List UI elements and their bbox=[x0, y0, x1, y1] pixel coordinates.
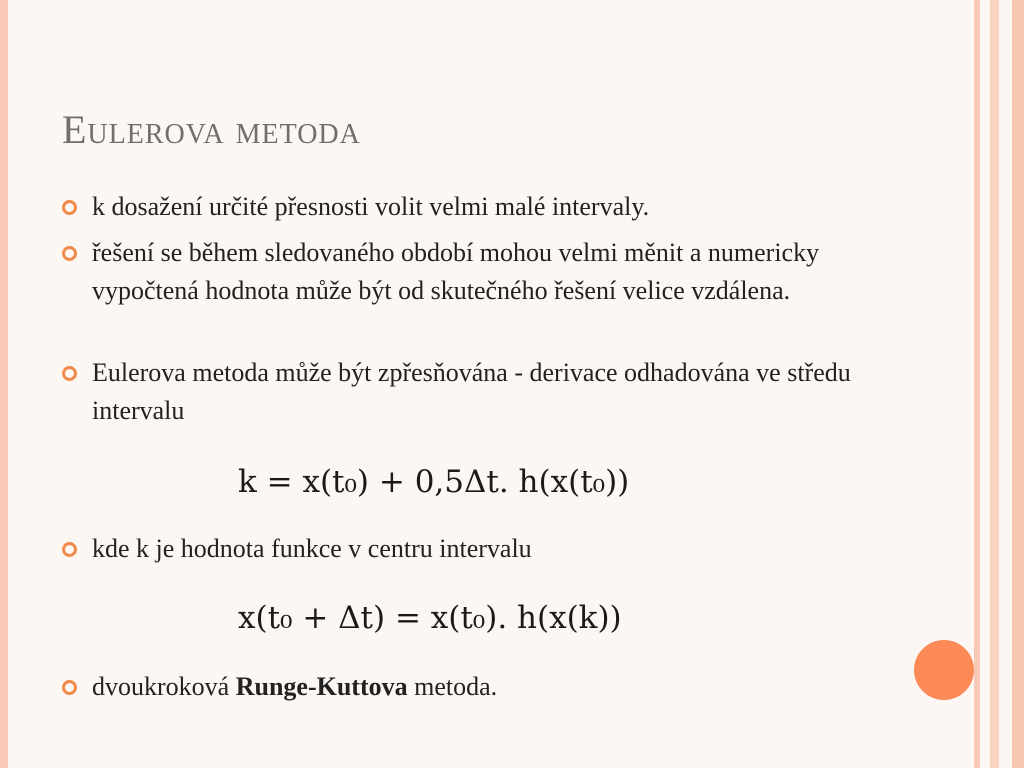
formula-midpoint: k = x(t₀) + 0,5Δt. h(x(t₀)) bbox=[238, 464, 630, 500]
bullet-item bbox=[62, 188, 892, 226]
bullet-item bbox=[62, 354, 892, 430]
bullet-icon bbox=[62, 246, 77, 261]
bullet-item bbox=[62, 668, 892, 706]
right-border-stripe bbox=[974, 0, 980, 768]
bold-term: Runge-Kuttova bbox=[235, 672, 408, 701]
bullet-text: dvoukroková Runge-Kuttova metoda. bbox=[92, 672, 498, 701]
left-border-stripe bbox=[0, 0, 8, 768]
bullet-icon bbox=[62, 200, 77, 215]
bullet-item bbox=[62, 234, 892, 310]
bullet-icon bbox=[62, 542, 77, 557]
bullet-text: Eulerova metoda může být zpřesňována - derivace odhadována ve středu intervalu bbox=[92, 358, 851, 425]
bullet-item bbox=[62, 530, 892, 568]
right-border-stripe bbox=[1012, 0, 1024, 768]
slide-title: Eulerova metoda bbox=[62, 107, 361, 152]
bullet-text: k dosažení určité přesnosti volit velmi malé intervaly. bbox=[92, 192, 650, 221]
bullet-icon bbox=[62, 680, 77, 695]
decorative-circle bbox=[914, 640, 974, 700]
bullet-text: kde k je hodnota funkce v centru intervalu bbox=[92, 534, 532, 563]
bullet-text: řešení se během sledovaného období mohou velmi měnit a numericky vypočtená hodnota může být od skutečného řešení velice vzdálena. bbox=[92, 238, 820, 305]
formula-step: x(t₀ + Δt) = x(t₀). h(x(k)) bbox=[238, 600, 622, 636]
bullet-icon bbox=[62, 366, 77, 381]
right-border-stripe bbox=[990, 0, 999, 768]
